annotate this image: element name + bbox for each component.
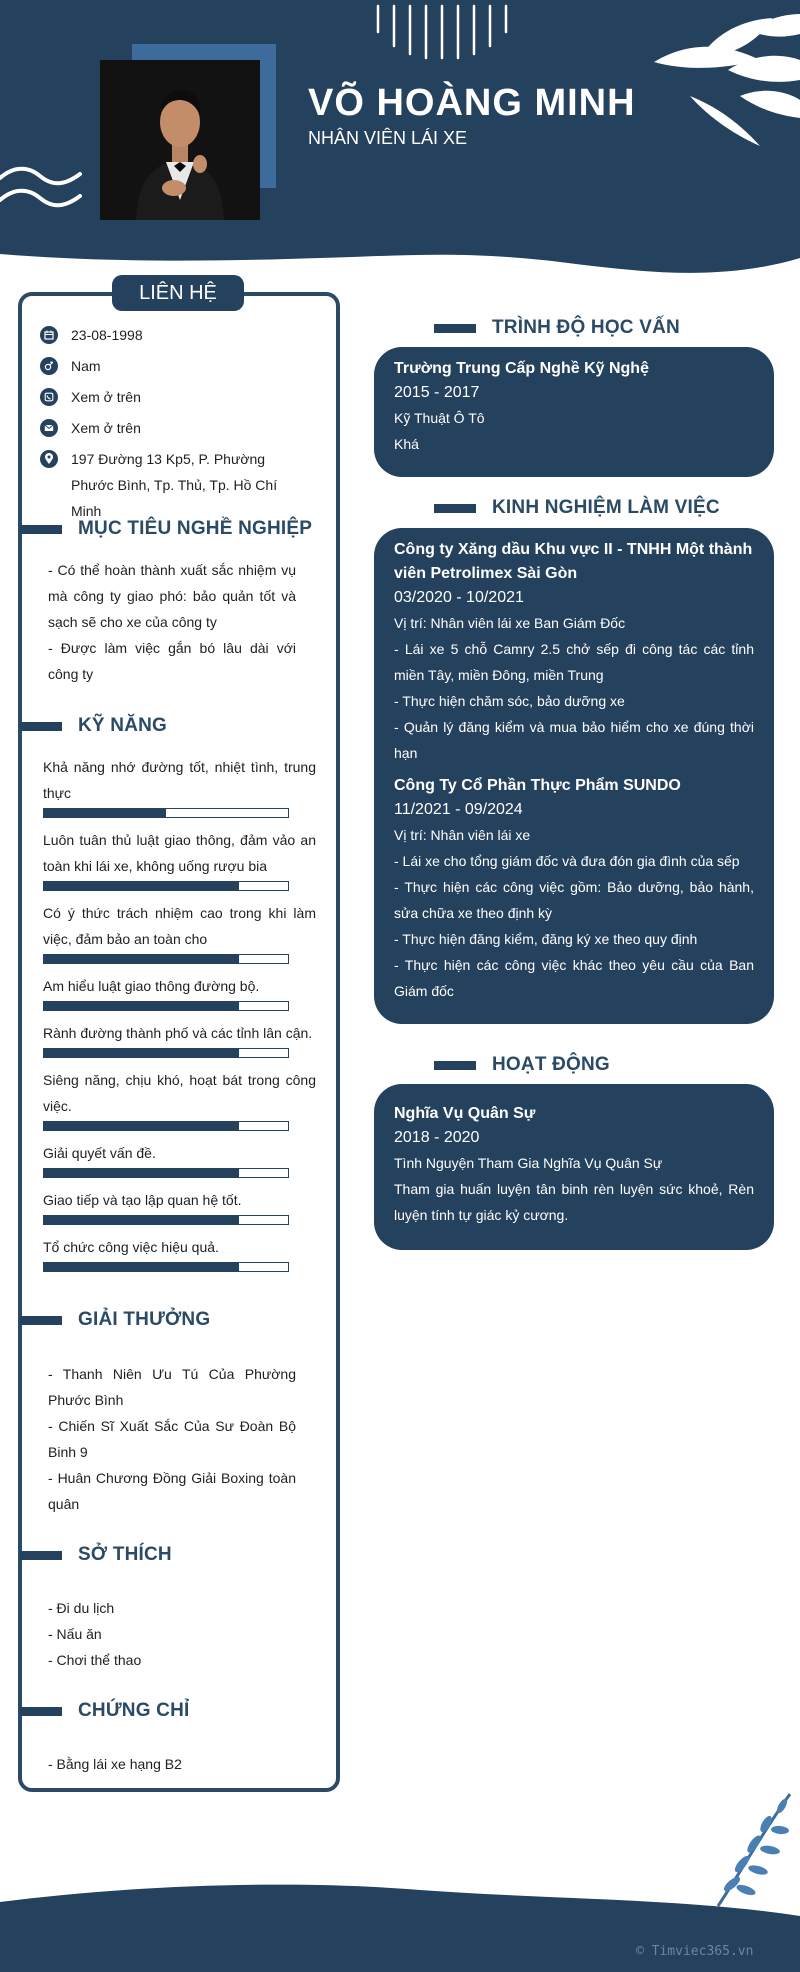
skill-name: Có ý thức trách nhiệm cao trong khi làm việc, đảm bảo an toàn cho <box>43 905 316 947</box>
hobby-item: - Đi du lịch <box>48 1600 115 1616</box>
objective-line: - Có thể hoàn thành xuất sắc nhiệm vụ mà công ty giao phó: bảo quản tốt và sạch sẽ cho xe của công ty <box>48 562 296 630</box>
award-item: - Chiến Sĩ Xuất Sắc Của Sư Đoàn Bộ Binh 9 <box>48 1418 296 1460</box>
certificates-list <box>48 1751 296 1777</box>
objective-line: - Được làm việc gắn bó lâu dài với công ty <box>48 640 296 682</box>
skill-item <box>43 900 316 964</box>
contact-phone-text: Xem ở trên <box>71 389 141 405</box>
skill-bar-fill <box>44 1049 239 1057</box>
certificate-item: - Bằng lái xe hạng B2 <box>48 1756 182 1772</box>
skill-name: Tổ chức công việc hiệu quả. <box>43 1239 219 1255</box>
job-role: Vị trí: Nhân viên lái xe Ban Giám Đốc <box>394 615 626 631</box>
skill-item <box>43 827 316 891</box>
education-school: Trường Trung Cấp Nghề Kỹ Nghệ <box>394 360 649 377</box>
education-major: Kỹ Thuật Ô Tô <box>394 410 485 426</box>
activities-card <box>374 1084 774 1250</box>
skill-name: Luôn tuân thủ luật giao thông, đảm vảo an toàn khi lái xe, không uống rượu bia <box>43 832 316 874</box>
awards-section-title <box>20 1309 210 1331</box>
job-duty: - Quản lý đăng kiểm và mua bảo hiểm cho xe đúng thời hạn <box>394 719 754 761</box>
education-section-title <box>434 317 680 339</box>
job-duty: - Lái xe cho tổng giám đốc và đưa đón gia đình của sếp <box>394 853 740 869</box>
section-bar <box>20 722 62 731</box>
section-bar <box>20 1316 62 1325</box>
job-item <box>394 538 754 766</box>
experience-title: KINH NGHIỆM LÀM VIỆC <box>492 497 720 518</box>
skill-item <box>43 754 316 818</box>
watermark: © Timviec365.vn <box>636 1944 754 1959</box>
skill-bar-fill <box>44 809 166 817</box>
experience-card <box>374 528 774 1024</box>
email-icon <box>40 419 58 437</box>
job-duty: - Thực hiện các công việc gồm: Bảo dưỡng, bảo hành, sửa chữa xe theo định kỳ <box>394 879 754 921</box>
job-item <box>394 774 754 1004</box>
contact-email-text: Xem ở trên <box>71 420 141 436</box>
skill-bar <box>43 808 289 818</box>
candidate-name: VÕ HOÀNG MINH <box>308 82 636 124</box>
hobbies-section-title <box>20 1544 172 1566</box>
section-bar <box>20 1551 62 1560</box>
objective-text <box>48 557 296 687</box>
hobbies-list <box>48 1595 296 1673</box>
skill-bar <box>43 1001 289 1011</box>
skill-item <box>43 1020 316 1058</box>
skill-bar <box>43 1215 289 1225</box>
skill-item <box>43 1234 316 1272</box>
job-dates: 11/2021 - 09/2024 <box>394 801 523 818</box>
job-company: Công Ty Cổ Phần Thực Phẩm SUNDO <box>394 777 681 794</box>
activities-title: HOẠT ĐỘNG <box>492 1054 610 1075</box>
education-card <box>374 347 774 477</box>
skill-bar-fill <box>44 882 239 890</box>
objective-title: MỤC TIÊU NGHỀ NGHIỆP <box>78 518 313 539</box>
skill-bar <box>43 1121 289 1131</box>
contact-birthday <box>40 326 320 348</box>
contact-address-text: 197 Đường 13 Kp5, P. Phường Phước Bình, Tp. Thủ, Tp. Hồ Chí Minh <box>71 451 278 519</box>
activity-desc: Tham gia huấn luyện tân binh rèn luyện sức khoẻ, Rèn luyện tính tự giác kỷ cương. <box>394 1181 754 1223</box>
section-bar <box>434 504 476 513</box>
section-bar <box>434 324 476 333</box>
activity-role: Tình Nguyện Tham Gia Nghĩa Vụ Quân Sự <box>394 1155 663 1171</box>
skill-bar <box>43 1048 289 1058</box>
contact-birthday-text: 23-08-1998 <box>71 327 143 343</box>
candidate-position: NHÂN VIÊN LÁI XE <box>308 128 468 148</box>
skills-title: KỸ NĂNG <box>78 715 168 736</box>
skill-item <box>43 1067 316 1131</box>
skill-name: Rành đường thành phố và các tỉnh lân cận. <box>43 1025 313 1041</box>
section-bar <box>20 1707 62 1716</box>
hobby-item: - Nấu ăn <box>48 1626 102 1642</box>
activity-dates: 2018 - 2020 <box>394 1129 480 1146</box>
job-company: Công ty Xăng dầu Khu vực II - TNHH Một thành viên Petrolimex Sài Gòn <box>394 541 753 582</box>
skill-bar-fill <box>44 1263 239 1271</box>
skill-item <box>43 1187 316 1225</box>
awards-title: GIẢI THƯỞNG <box>78 1309 211 1330</box>
skill-bar-fill <box>44 1216 239 1224</box>
education-grade: Khá <box>394 436 419 452</box>
job-duty: - Thực hiện các công việc khác theo yêu cầu của Ban Giám đốc <box>394 957 754 999</box>
contact-phone <box>40 388 320 410</box>
hobby-item: - Chơi thể thao <box>48 1652 142 1668</box>
certificates-section-title <box>20 1700 190 1722</box>
skill-name: Giao tiếp và tạo lập quan hệ tốt. <box>43 1192 242 1208</box>
skill-item <box>43 1140 316 1178</box>
skill-name: Giải quyết vấn đề. <box>43 1145 156 1161</box>
contact-address <box>40 450 320 524</box>
certificates-title: CHỨNG CHỈ <box>78 1700 190 1721</box>
job-role: Vị trí: Nhân viên lái xe <box>394 827 531 843</box>
contact-gender-text: Nam <box>71 358 101 374</box>
skill-bar-fill <box>44 1169 239 1177</box>
contact-gender <box>40 357 320 379</box>
section-bar <box>434 1061 476 1070</box>
skill-bar <box>43 1262 289 1272</box>
job-duty: - Thực hiện chăm sóc, bảo dưỡng xe <box>394 693 625 709</box>
skill-name: Am hiểu luật giao thông đường bộ. <box>43 978 260 994</box>
contact-title: LIÊN HỆ <box>112 275 244 311</box>
skill-name: Khả năng nhớ đường tốt, nhiệt tình, trung thực <box>43 759 316 801</box>
skill-bar <box>43 881 289 891</box>
activities-section-title <box>434 1054 610 1076</box>
education-dates: 2015 - 2017 <box>394 384 480 401</box>
contact-email <box>40 419 320 441</box>
section-bar <box>20 525 62 534</box>
calendar-icon <box>40 326 58 344</box>
activity-org: Nghĩa Vụ Quân Sự <box>394 1105 536 1122</box>
skill-bar-fill <box>44 1122 239 1130</box>
skill-bar <box>43 1168 289 1178</box>
skill-bar-fill <box>44 955 239 963</box>
gender-icon <box>40 357 58 375</box>
skills-section-title <box>20 715 167 737</box>
profile-photo <box>100 60 260 220</box>
education-title: TRÌNH ĐỘ HỌC VẤN <box>492 317 680 338</box>
awards-list <box>48 1361 296 1517</box>
experience-section-title <box>434 497 720 519</box>
location-icon <box>40 450 58 468</box>
job-dates: 03/2020 - 10/2021 <box>394 589 524 606</box>
phone-icon <box>40 388 58 406</box>
objective-section-title <box>20 518 312 540</box>
award-item: - Huân Chương Đồng Giải Boxing toàn quân <box>48 1470 296 1512</box>
skill-bar-fill <box>44 1002 239 1010</box>
hobbies-title: SỞ THÍCH <box>78 1544 172 1565</box>
skill-item <box>43 973 316 1011</box>
job-duty: - Lái xe 5 chỗ Camry 2.5 chở sếp đi công tác các tỉnh miền Tây, miền Đông, miền Trung <box>394 641 754 683</box>
skill-name: Siêng năng, chịu khó, hoạt bát trong công việc. <box>43 1072 316 1114</box>
award-item: - Thanh Niên Ưu Tú Của Phường Phước Bình <box>48 1366 296 1408</box>
skill-bar <box>43 954 289 964</box>
job-duty: - Thực hiện đăng kiểm, đăng ký xe theo quy định <box>394 931 698 947</box>
